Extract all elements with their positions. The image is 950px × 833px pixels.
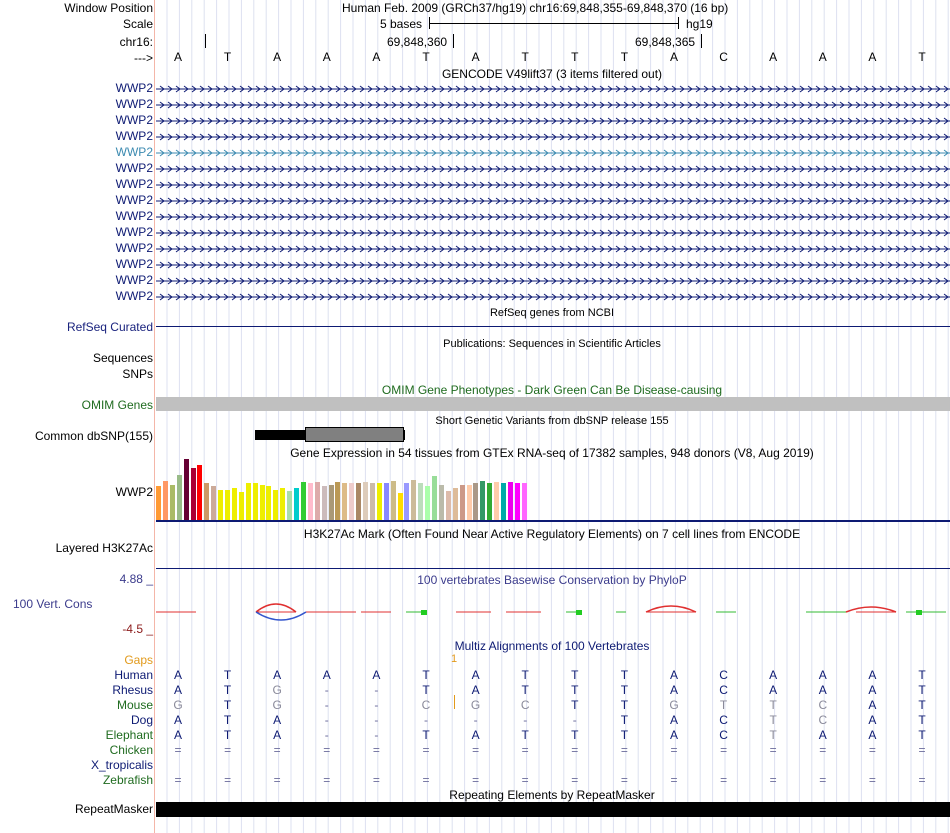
- gtex-tissue-bar[interactable]: [370, 483, 375, 520]
- gencode-gene-model[interactable]: [156, 259, 950, 271]
- gtex-tissue-bar[interactable]: [377, 483, 382, 520]
- multiz-base: A: [273, 668, 282, 682]
- ruler-coordinate-2: 69,848,365: [635, 35, 696, 49]
- gtex-tissue-bar[interactable]: [494, 482, 499, 520]
- gtex-tissue-bar[interactable]: [308, 483, 313, 520]
- multiz-base: T: [918, 728, 926, 742]
- multiz-base: =: [571, 743, 579, 757]
- multiz-base: =: [224, 743, 232, 757]
- gencode-gene-model[interactable]: [156, 163, 950, 175]
- multiz-base: C: [719, 713, 728, 727]
- multiz-base: A: [669, 668, 679, 682]
- conservation-block: [421, 610, 427, 615]
- multiz-base: -: [374, 698, 379, 712]
- gtex-tissue-bar[interactable]: [329, 485, 334, 520]
- conservation-track-title[interactable]: 100 vertebrates Basewise Conservation by PhyloP: [417, 573, 687, 587]
- multiz-species-label[interactable]: Dog: [130, 713, 153, 727]
- multiz-base: A: [322, 668, 331, 682]
- multiz-species-label[interactable]: X_tropicalis: [90, 758, 153, 772]
- multiz-base: T: [223, 668, 232, 682]
- gtex-tissue-bar[interactable]: [156, 486, 161, 520]
- gencode-gene-label[interactable]: WWP2: [115, 129, 153, 143]
- multiz-base: A: [868, 698, 877, 712]
- gtex-tissue-bar[interactable]: [508, 482, 513, 520]
- assembly-position-text: Human Feb. 2009 (GRCh37/hg19) chr16:69,848,355-69,848,370 (16 bp): [342, 1, 729, 15]
- repeatmasker-bar[interactable]: [156, 802, 950, 817]
- multiz-base: =: [620, 773, 628, 787]
- ruler-coordinate-1: 69,848,360: [387, 35, 448, 49]
- conservation-block: [916, 610, 922, 615]
- gtex-tissue-bar[interactable]: [473, 483, 478, 520]
- multiz-base: T: [223, 683, 232, 697]
- multiz-base: -: [324, 713, 329, 727]
- gtex-tissue-bar[interactable]: [197, 465, 202, 520]
- multiz-base: A: [868, 668, 877, 682]
- gencode-gene-model[interactable]: [156, 147, 950, 159]
- gtex-tissue-bar[interactable]: [501, 483, 506, 520]
- gencode-track-title[interactable]: GENCODE V49lift37 (3 items filtered out): [441, 67, 663, 81]
- multiz-base: =: [670, 773, 678, 787]
- gencode-gene-label[interactable]: WWP2: [115, 97, 153, 111]
- gtex-tissue-bar[interactable]: [349, 483, 354, 520]
- gtex-label[interactable]: WWP2: [115, 485, 153, 499]
- multiz-base: T: [422, 683, 430, 697]
- multiz-insertion-mark: [454, 695, 455, 709]
- dbsnp-label[interactable]: Common dbSNP(155): [34, 429, 153, 443]
- multiz-base: =: [422, 773, 430, 787]
- gtex-tissue-bar[interactable]: [467, 485, 472, 520]
- gtex-tissue-bar[interactable]: [239, 492, 244, 520]
- multiz-base: G: [669, 698, 679, 712]
- base-letter: T: [422, 50, 430, 64]
- base-letter: A: [372, 50, 381, 64]
- gtex-tissue-bar[interactable]: [322, 486, 327, 520]
- multiz-base: A: [273, 713, 282, 727]
- multiz-base: A: [769, 668, 778, 682]
- gencode-gene-label[interactable]: WWP2: [115, 193, 153, 207]
- multiz-base: A: [669, 728, 679, 742]
- gtex-tissue-bar[interactable]: [404, 483, 409, 520]
- gencode-gene-model[interactable]: [156, 131, 950, 143]
- multiz-base: A: [868, 683, 877, 697]
- gtex-tissue-bar[interactable]: [260, 485, 265, 520]
- multiz-base: =: [174, 773, 182, 787]
- omim-gene-bar[interactable]: [156, 397, 950, 411]
- gtex-tissue-bar[interactable]: [487, 483, 492, 520]
- publications-sequences-label[interactable]: Sequences: [92, 351, 153, 365]
- multiz-base: G: [272, 698, 282, 712]
- multiz-base: =: [372, 743, 380, 757]
- multiz-base: -: [324, 683, 329, 697]
- publications-snps-label[interactable]: SNPs: [122, 367, 153, 381]
- base-letter: A: [273, 50, 282, 64]
- refseq-gene-line[interactable]: [156, 326, 950, 327]
- multiz-base: =: [868, 773, 876, 787]
- scale-db-text: hg19: [686, 17, 713, 31]
- multiz-base: =: [670, 743, 678, 757]
- gtex-tissue-bar[interactable]: [418, 483, 423, 520]
- multiz-base: C: [520, 698, 530, 712]
- multiz-base: -: [374, 728, 379, 742]
- gtex-tissue-bar[interactable]: [218, 490, 223, 521]
- gtex-tissue-bar[interactable]: [184, 459, 189, 520]
- multiz-base: T: [422, 728, 430, 742]
- multiz-species-label[interactable]: Mouse: [116, 698, 153, 712]
- multiz-species-label[interactable]: Elephant: [105, 728, 153, 742]
- gtex-baseline: [156, 520, 950, 522]
- ruler-tick: [453, 34, 454, 48]
- ruler-tick: [701, 34, 702, 48]
- multiz-base: T: [918, 683, 926, 697]
- gtex-tissue-bar[interactable]: [191, 468, 196, 520]
- multiz-base: -: [523, 713, 528, 727]
- multiz-base: =: [323, 773, 331, 787]
- base-letter: T: [223, 50, 232, 64]
- repeatmasker-label[interactable]: RepeatMasker: [74, 802, 153, 816]
- base-letter: A: [868, 50, 877, 64]
- chrom-label: chr16:: [119, 35, 153, 49]
- multiz-base: =: [571, 773, 579, 787]
- gtex-tissue-bar[interactable]: [280, 488, 285, 520]
- multiz-base: C: [818, 698, 828, 712]
- gtex-tissue-bar[interactable]: [411, 480, 416, 520]
- multiz-base: =: [769, 743, 777, 757]
- multiz-base: A: [273, 728, 282, 742]
- multiz-base: A: [173, 683, 183, 697]
- gencode-gene-model[interactable]: [156, 275, 950, 287]
- multiz-base: C: [719, 668, 728, 682]
- gencode-gene-label[interactable]: WWP2: [115, 209, 153, 223]
- multiz-base: =: [323, 743, 331, 757]
- gtex-tissue-bar[interactable]: [460, 485, 465, 520]
- gtex-tissue-bar[interactable]: [232, 488, 237, 520]
- multiz-species-label[interactable]: Rhesus: [112, 683, 153, 697]
- h3k27ac-label[interactable]: Layered H3K27Ac: [55, 541, 153, 555]
- gtex-tissue-bar[interactable]: [522, 483, 527, 520]
- multiz-base: T: [620, 713, 629, 727]
- gtex-tissue-bar[interactable]: [425, 486, 430, 520]
- multiz-base: =: [472, 743, 480, 757]
- gtex-tissue-bar[interactable]: [204, 483, 209, 520]
- refseq-track-title[interactable]: RefSeq genes from NCBI: [489, 307, 615, 319]
- gtex-tissue-bar[interactable]: [363, 482, 368, 520]
- multiz-species-label[interactable]: Zebrafish: [102, 773, 153, 787]
- label-divider: [154, 0, 155, 833]
- multiz-base: A: [669, 713, 679, 727]
- gencode-gene-model[interactable]: [156, 83, 950, 95]
- gencode-gene-label[interactable]: WWP2: [115, 257, 153, 271]
- multiz-base: -: [473, 713, 478, 727]
- gtex-tissue-bar[interactable]: [225, 490, 230, 521]
- gtex-tissue-bar[interactable]: [480, 481, 485, 520]
- multiz-base: T: [521, 683, 529, 697]
- gencode-gene-model[interactable]: [156, 291, 950, 303]
- gtex-tissue-bar[interactable]: [342, 483, 347, 520]
- publications-track-title[interactable]: Publications: Sequences in Scientific Articles: [443, 338, 661, 350]
- multiz-base: T: [571, 728, 579, 742]
- gtex-tissue-bar[interactable]: [246, 483, 251, 520]
- multiz-base: C: [719, 728, 728, 742]
- multiz-base: =: [273, 743, 281, 757]
- multiz-base: A: [868, 713, 877, 727]
- conservation-block: [576, 610, 582, 615]
- multiz-base: =: [819, 773, 827, 787]
- multiz-base: T: [223, 698, 232, 712]
- h3k27ac-track-title[interactable]: H3K27Ac Mark (Often Found Near Active Regulatory Elements) on 7 cell lines from ENCODE: [303, 527, 801, 541]
- base-letter: T: [620, 50, 629, 64]
- gtex-tissue-bar[interactable]: [515, 483, 520, 520]
- multiz-base: -: [324, 698, 329, 712]
- multiz-base: T: [918, 698, 926, 712]
- scale-bar-right-tick: [678, 17, 679, 29]
- base-letter: C: [719, 50, 728, 64]
- gtex-tissue-bar[interactable]: [253, 483, 258, 520]
- multiz-base: T: [571, 668, 579, 682]
- multiz-track-title[interactable]: Multiz Alignments of 100 Vertebrates: [454, 639, 650, 653]
- gencode-gene-model[interactable]: [156, 115, 950, 127]
- base-letter: A: [173, 50, 183, 64]
- gtex-tissue-bar[interactable]: [446, 491, 451, 520]
- multiz-base: T: [620, 728, 629, 742]
- gtex-tissue-bar[interactable]: [273, 490, 278, 521]
- gencode-gene-model[interactable]: [156, 243, 950, 255]
- multiz-base: G: [272, 683, 282, 697]
- multiz-base: =: [620, 743, 628, 757]
- multiz-base: A: [173, 713, 183, 727]
- conservation-peak: [646, 606, 696, 612]
- multiz-base: =: [521, 773, 529, 787]
- multiz-base: A: [471, 683, 480, 697]
- multiz-base: C: [421, 698, 431, 712]
- gtex-tissue-bar[interactable]: [266, 486, 271, 520]
- multiz-base: T: [521, 728, 529, 742]
- multiz-base: T: [422, 668, 430, 682]
- multiz-base: T: [918, 668, 926, 682]
- multiz-base: T: [719, 698, 728, 712]
- gtex-tissue-bar[interactable]: [432, 476, 437, 520]
- gencode-gene-label[interactable]: WWP2: [115, 289, 153, 303]
- gtex-tissue-bar[interactable]: [356, 483, 361, 520]
- multiz-base: A: [818, 683, 827, 697]
- strand-arrow-label[interactable]: --->: [134, 51, 153, 65]
- multiz-base: =: [918, 743, 926, 757]
- gtex-tissue-bar[interactable]: [301, 482, 306, 520]
- gtex-tissue-bar[interactable]: [391, 481, 396, 520]
- multiz-species-label[interactable]: Chicken: [109, 743, 153, 757]
- multiz-base: T: [620, 668, 629, 682]
- multiz-base: =: [819, 743, 827, 757]
- multiz-base: =: [224, 773, 232, 787]
- omim-label[interactable]: OMIM Genes: [81, 398, 153, 412]
- gtex-tissue-bar[interactable]: [294, 488, 299, 520]
- multiz-gaps-label[interactable]: Gaps: [124, 653, 153, 667]
- gencode-gene-model[interactable]: [156, 227, 950, 239]
- gencode-gene-model[interactable]: [156, 179, 950, 191]
- gencode-gene-model[interactable]: [156, 195, 950, 207]
- base-letter: T: [918, 50, 926, 64]
- multiz-base: A: [471, 728, 480, 742]
- multiz-base: A: [868, 728, 877, 742]
- omim-track-title[interactable]: OMIM Gene Phenotypes - Dark Green Can Be Disease-causing: [381, 383, 723, 397]
- multiz-base: A: [173, 668, 183, 682]
- h3k27ac-baseline: [156, 568, 950, 569]
- conservation-label[interactable]: 100 Vert. Cons: [13, 597, 93, 611]
- multiz-base: T: [521, 668, 529, 682]
- multiz-base: A: [669, 683, 679, 697]
- gtex-tissue-bar[interactable]: [177, 475, 182, 520]
- gtex-tissue-bar[interactable]: [335, 482, 340, 520]
- gtex-tissue-bar[interactable]: [439, 485, 444, 520]
- multiz-base: T: [769, 698, 777, 712]
- multiz-base: A: [769, 683, 778, 697]
- conservation-max-label: 4.88 _: [119, 572, 153, 586]
- multiz-base: G: [470, 698, 481, 712]
- scale-bar: [429, 23, 678, 24]
- multiz-base: G: [173, 698, 183, 712]
- multiz-base: =: [720, 773, 728, 787]
- gencode-gene-label[interactable]: WWP2: [115, 225, 153, 239]
- multiz-base: T: [223, 713, 232, 727]
- gtex-tissue-bar[interactable]: [398, 493, 403, 520]
- multiz-base: -: [572, 713, 577, 727]
- window-position-label: Window Position: [64, 1, 153, 15]
- gtex-tissue-bar[interactable]: [315, 482, 320, 520]
- base-letter: T: [521, 50, 529, 64]
- multiz-base: T: [620, 698, 629, 712]
- base-letter: A: [669, 50, 679, 64]
- multiz-base: A: [173, 728, 183, 742]
- multiz-base: =: [918, 773, 926, 787]
- multiz-base: =: [769, 773, 777, 787]
- gtex-tissue-bar[interactable]: [211, 486, 216, 520]
- multiz-base: -: [374, 683, 379, 697]
- gencode-gene-label[interactable]: WWP2: [115, 241, 153, 255]
- multiz-base: C: [818, 713, 828, 727]
- multiz-base: =: [720, 743, 728, 757]
- multiz-base: -: [424, 713, 428, 727]
- conservation-plot[interactable]: [156, 600, 950, 630]
- multiz-base: T: [769, 728, 777, 742]
- multiz-base: =: [422, 743, 430, 757]
- multiz-base: A: [471, 668, 480, 682]
- gtex-tissue-bar[interactable]: [163, 481, 168, 520]
- dbsnp-variant-bar-highlight[interactable]: [305, 427, 404, 442]
- multiz-species-label[interactable]: Human: [114, 668, 153, 682]
- scale-bases-text: 5 bases: [380, 17, 423, 31]
- conservation-peak: [256, 612, 306, 620]
- base-letter: A: [322, 50, 331, 64]
- multiz-base: T: [918, 713, 926, 727]
- multiz-base: A: [818, 668, 827, 682]
- refseq-label[interactable]: RefSeq Curated: [66, 320, 153, 334]
- gencode-gene-label[interactable]: WWP2: [115, 113, 153, 127]
- multiz-base: T: [769, 713, 777, 727]
- repeatmasker-track-title[interactable]: Repeating Elements by RepeatMasker: [449, 788, 655, 802]
- multiz-base: A: [372, 668, 381, 682]
- multiz-base: T: [571, 683, 579, 697]
- multiz-base: =: [472, 773, 480, 787]
- ruler-tick: [205, 34, 206, 48]
- gencode-gene-label[interactable]: WWP2: [115, 81, 153, 95]
- gencode-gene-label[interactable]: WWP2: [115, 145, 153, 159]
- gtex-tissue-bar[interactable]: [170, 485, 175, 520]
- base-letter: T: [571, 50, 579, 64]
- gencode-gene-model[interactable]: [156, 99, 950, 111]
- conservation-peak: [256, 604, 296, 612]
- multiz-base: =: [868, 743, 876, 757]
- multiz-base: -: [324, 728, 329, 742]
- gtex-tissue-bar[interactable]: [287, 491, 292, 520]
- gencode-gene-label[interactable]: WWP2: [115, 177, 153, 191]
- multiz-base: T: [223, 728, 232, 742]
- gtex-track-title[interactable]: Gene Expression in 54 tissues from GTEx RNA-seq of 17382 samples, 948 donors (V8, Aug 2019): [290, 446, 814, 460]
- gencode-gene-label[interactable]: WWP2: [115, 273, 153, 287]
- dbsnp-track-title[interactable]: Short Genetic Variants from dbSNP release 155: [435, 415, 669, 427]
- gencode-gene-label[interactable]: WWP2: [115, 161, 153, 175]
- multiz-base: T: [620, 683, 629, 697]
- scale-label: Scale: [122, 17, 153, 31]
- multiz-base: =: [174, 743, 182, 757]
- multiz-base: C: [719, 683, 728, 697]
- gencode-gene-model[interactable]: [156, 211, 950, 223]
- base-letter: A: [769, 50, 778, 64]
- base-letter: A: [818, 50, 827, 64]
- multiz-gap-mark[interactable]: 1: [451, 653, 458, 665]
- conservation-min-label: -4.5 _: [122, 622, 153, 636]
- base-letter: A: [471, 50, 480, 64]
- gtex-tissue-bar[interactable]: [384, 483, 389, 520]
- conservation-peak: [846, 607, 896, 612]
- multiz-base: T: [571, 698, 579, 712]
- multiz-base: =: [372, 773, 380, 787]
- gtex-tissue-bar[interactable]: [453, 488, 458, 520]
- multiz-base: A: [818, 728, 827, 742]
- multiz-base: =: [273, 773, 281, 787]
- multiz-base: =: [521, 743, 529, 757]
- multiz-base: -: [374, 713, 379, 727]
